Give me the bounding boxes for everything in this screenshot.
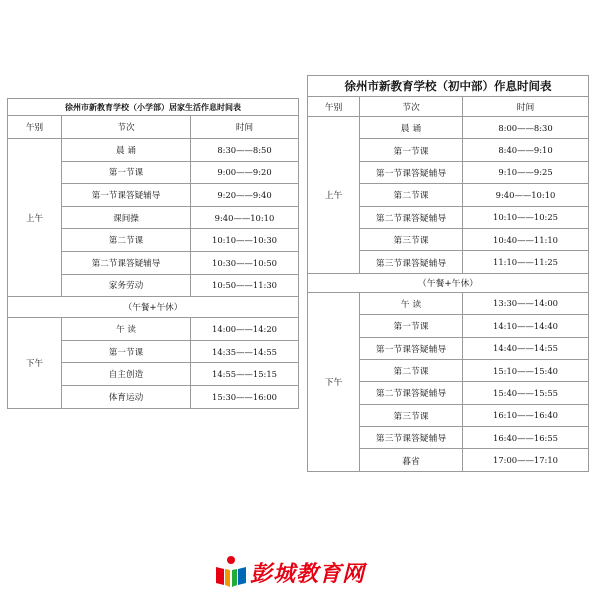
time-cell: 9:10——9:25 [463, 161, 589, 183]
period-cell: 第一节课 [360, 139, 463, 161]
time-cell: 9:40——10:10 [463, 184, 589, 206]
time-cell: 10:10——10:30 [191, 229, 299, 252]
period-cell: 第二节课答疑辅导 [62, 251, 191, 274]
time-cell: 9:00——9:20 [191, 161, 299, 184]
lunch-break-row: （午餐+午休） [8, 297, 299, 318]
period-cell: 第一节课答疑辅导 [62, 184, 191, 207]
time-cell: 14:40——14:55 [463, 337, 589, 359]
period-cell: 午 读 [62, 318, 191, 341]
time-cell: 10:40——11:10 [463, 228, 589, 250]
book-logo-icon [214, 555, 248, 591]
header-period: 节次 [360, 97, 463, 117]
time-cell: 16:10——16:40 [463, 404, 589, 426]
time-cell: 9:20——9:40 [191, 184, 299, 207]
time-cell: 8:30——8:50 [191, 139, 299, 162]
table-row [8, 139, 299, 162]
period-cell: 第二节课 [360, 184, 463, 206]
period-cell: 第一节课 [62, 340, 191, 363]
header-period: 节次 [62, 116, 191, 139]
period-cell: 第三节课答疑辅导 [360, 427, 463, 449]
watermark-text: 彭城教育网 [250, 562, 366, 587]
period-cell: 第二节课答疑辅导 [360, 382, 463, 404]
time-cell: 15:40——15:55 [463, 382, 589, 404]
period-cell: 第三节课 [360, 404, 463, 426]
time-cell: 10:50——11:30 [191, 274, 299, 297]
period-cell: 第二节课 [62, 229, 191, 252]
time-cell: 10:30——10:50 [191, 251, 299, 274]
period-cell: 第三节课 [360, 228, 463, 250]
table-row [308, 292, 589, 314]
time-cell: 8:00——8:30 [463, 117, 589, 139]
period-cell: 第三节课答疑辅导 [360, 251, 463, 273]
period-cell: 晨 诵 [360, 117, 463, 139]
morning-label: 上午 [308, 117, 360, 274]
period-cell: 第一节课答疑辅导 [360, 337, 463, 359]
time-cell: 15:30——16:00 [191, 385, 299, 408]
time-cell: 15:10——15:40 [463, 359, 589, 381]
time-cell: 11:10——11:25 [463, 251, 589, 273]
period-cell: 第一节课答疑辅导 [360, 161, 463, 183]
period-cell: 自主创造 [62, 363, 191, 386]
time-cell: 16:40——16:55 [463, 427, 589, 449]
middle-schedule-table [307, 75, 589, 472]
header-session: 午别 [8, 116, 62, 139]
period-cell: 暮省 [360, 449, 463, 471]
period-cell: 第一节课 [62, 161, 191, 184]
period-cell: 午 读 [360, 292, 463, 314]
time-cell: 13:30——14:00 [463, 292, 589, 314]
time-cell: 8:40——9:10 [463, 139, 589, 161]
header-session: 午别 [308, 97, 360, 117]
header-time: 时间 [463, 97, 589, 117]
primary-schedule-table [7, 98, 299, 409]
table-row [308, 117, 589, 139]
time-cell: 10:10——10:25 [463, 206, 589, 228]
time-cell: 14:10——14:40 [463, 315, 589, 337]
period-cell: 家务劳动 [62, 274, 191, 297]
table-row [8, 318, 299, 341]
period-cell: 体育运动 [62, 385, 191, 408]
period-cell: 课间操 [62, 206, 191, 229]
time-cell: 14:00——14:20 [191, 318, 299, 341]
header-time: 时间 [191, 116, 299, 139]
time-cell: 17:00——17:10 [463, 449, 589, 471]
period-cell: 第二节课 [360, 359, 463, 381]
time-cell: 14:55——15:15 [191, 363, 299, 386]
morning-label: 上午 [8, 139, 62, 297]
middle-title: 徐州市新教育学校（初中部）作息时间表 [308, 76, 589, 97]
afternoon-label: 下午 [8, 318, 62, 408]
lunch-break-row: （午餐+午休） [308, 273, 589, 292]
period-cell: 第一节课 [360, 315, 463, 337]
time-cell: 14:35——14:55 [191, 340, 299, 363]
period-cell: 第二节课答疑辅导 [360, 206, 463, 228]
time-cell: 9:40——10:10 [191, 206, 299, 229]
afternoon-label: 下午 [308, 292, 360, 471]
site-watermark [214, 553, 394, 593]
primary-title: 徐州市新教育学校（小学部）居家生活作息时间表 [8, 99, 299, 116]
period-cell: 晨 诵 [62, 139, 191, 162]
